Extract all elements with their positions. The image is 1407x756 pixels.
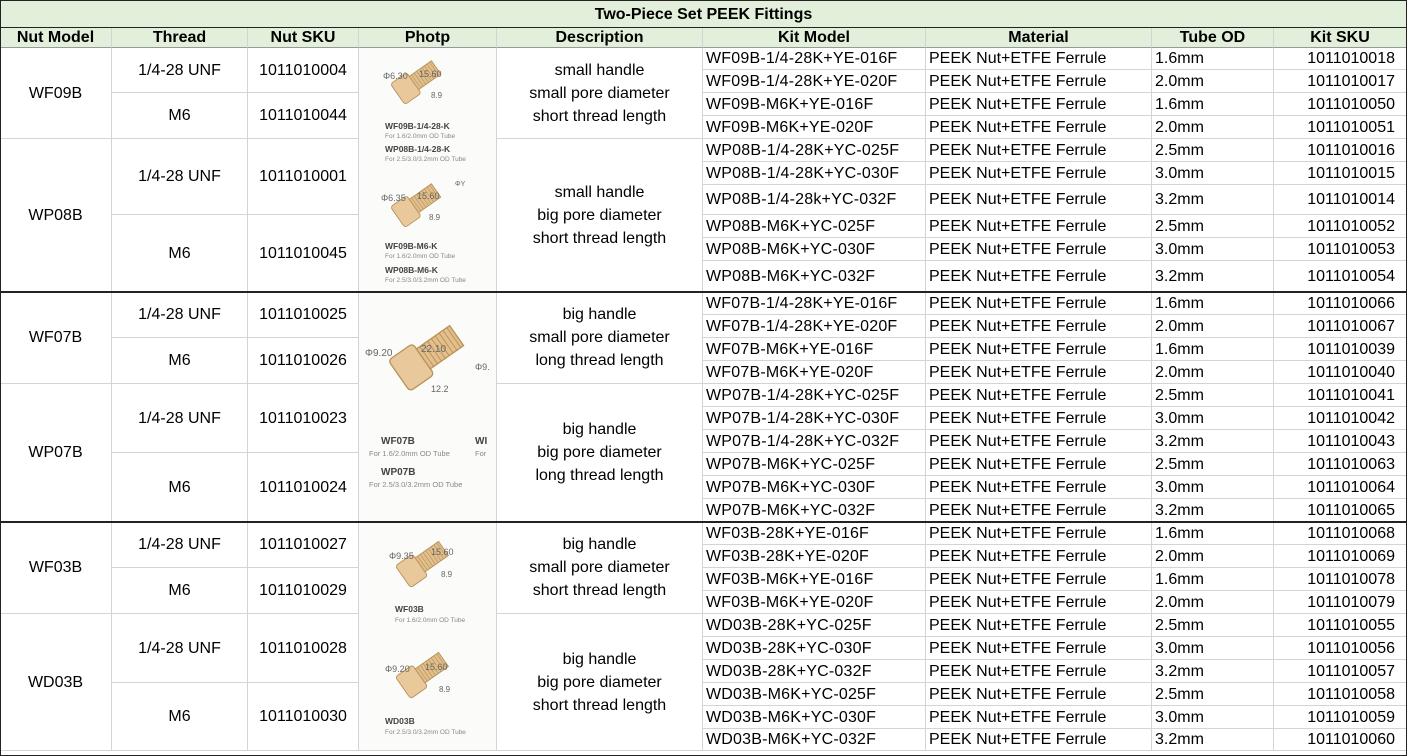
kit-sku-cell[interactable]: 1011010069 — [1274, 545, 1407, 568]
photo-caption: WP07B — [381, 467, 416, 478]
photo-caption: For 1.6/2.0mm OD Tube — [385, 133, 456, 140]
dimension-label: Φ9.20 — [385, 664, 410, 674]
photo-cell — [359, 522, 497, 751]
kit-sku-cell[interactable]: 1011010018 — [1274, 48, 1407, 70]
photo-caption: WF07B — [381, 436, 415, 447]
photo-caption: WF09B-1/4-28-K — [385, 121, 450, 131]
material-cell[interactable]: PEEK Nut+ETFE Ferrule — [926, 261, 1152, 292]
kit-sku-cell[interactable]: 1011010016 — [1274, 139, 1407, 162]
kit-model-cell[interactable]: WP07B-M6K+YC-032F — [703, 499, 926, 522]
photo-caption: WP08B-M6-K — [385, 265, 438, 275]
kit-sku-cell[interactable]: 1011010057 — [1274, 660, 1407, 683]
kit-model-cell[interactable]: WP07B-M6K+YC-030F — [703, 476, 926, 499]
material-cell[interactable]: PEEK Nut+ETFE Ferrule — [926, 238, 1152, 261]
kit-model-cell[interactable]: WF09B-M6K+YE-020F — [703, 116, 926, 139]
material-cell[interactable]: PEEK Nut+ETFE Ferrule — [926, 522, 1152, 545]
tube-od-cell[interactable]: 3.0mm — [1152, 162, 1274, 185]
description-cell[interactable]: big handle small pore diameter short thread length — [497, 522, 703, 614]
column-header: Thread — [112, 28, 248, 48]
description-cell[interactable]: big handle big pore diameter short thread length — [497, 614, 703, 751]
material-cell[interactable]: PEEK Nut+ETFE Ferrule — [926, 499, 1152, 522]
column-header: Kit SKU — [1274, 28, 1407, 48]
dimension-label: 15.60 — [425, 662, 448, 672]
description-cell[interactable]: small handle small pore diameter short thread length — [497, 48, 703, 139]
tube-od-cell[interactable]: 3.0mm — [1152, 637, 1274, 660]
dimension-label: Φ9. — [475, 362, 490, 372]
tube-od-cell[interactable]: 2.0mm — [1152, 545, 1274, 568]
material-cell[interactable]: PEEK Nut+ETFE Ferrule — [926, 185, 1152, 215]
column-header: Kit Model — [703, 28, 926, 48]
tube-od-cell[interactable]: 3.2mm — [1152, 660, 1274, 683]
dimension-label: 12.2 — [431, 384, 449, 394]
tube-od-cell[interactable]: 3.2mm — [1152, 729, 1274, 751]
group-separator — [0, 291, 1407, 293]
photo-caption: WD03B — [385, 716, 415, 726]
tube-od-cell[interactable]: 3.0mm — [1152, 476, 1274, 499]
kit-model-cell[interactable]: WD03B-28K+YC-030F — [703, 637, 926, 660]
tube-od-cell[interactable]: 3.0mm — [1152, 238, 1274, 261]
tube-od-cell[interactable]: 2.0mm — [1152, 591, 1274, 614]
photo-caption: For 1.6/2.0mm OD Tube — [369, 449, 450, 458]
thread-cell[interactable]: M6 — [112, 93, 248, 139]
kit-model-cell[interactable]: WP08B-M6K+YC-032F — [703, 261, 926, 292]
material-cell[interactable]: PEEK Nut+ETFE Ferrule — [926, 614, 1152, 637]
kit-sku-cell[interactable]: 1011010055 — [1274, 614, 1407, 637]
tube-od-cell[interactable]: 3.2mm — [1152, 430, 1274, 453]
tube-od-cell[interactable]: 2.5mm — [1152, 139, 1274, 162]
kit-sku-cell[interactable]: 1011010041 — [1274, 384, 1407, 407]
dimension-label: Φ9.35 — [389, 551, 414, 561]
thread-cell[interactable]: 1/4-28 UNF — [112, 384, 248, 453]
group-separator — [0, 521, 1407, 523]
photo-caption: WF09B-M6-K — [385, 241, 438, 251]
kit-model-cell[interactable]: WD03B-M6K+YC-032F — [703, 729, 926, 751]
fitting-wf07b-image — [388, 320, 467, 391]
kit-model-cell[interactable]: WD03B-M6K+YC-030F — [703, 706, 926, 729]
kit-sku-cell[interactable]: 1011010014 — [1274, 185, 1407, 215]
thread-cell[interactable]: 1/4-28 UNF — [112, 48, 248, 93]
nut-model-cell[interactable]: WF07B — [0, 292, 112, 384]
tube-od-cell[interactable]: 3.2mm — [1152, 499, 1274, 522]
photo-caption: WI — [475, 436, 488, 447]
nut-sku-cell[interactable]: 1011010026 — [248, 338, 359, 384]
kit-model-cell[interactable]: WF09B-1/4-28K+YE-016F — [703, 48, 926, 70]
kit-model-cell[interactable]: WP07B-1/4-28K+YC-030F — [703, 407, 926, 430]
material-cell[interactable]: PEEK Nut+ETFE Ferrule — [926, 338, 1152, 361]
photo-cell — [359, 292, 497, 522]
tube-od-cell[interactable]: 3.0mm — [1152, 407, 1274, 430]
material-cell[interactable]: PEEK Nut+ETFE Ferrule — [926, 591, 1152, 614]
nut-sku-cell[interactable]: 1011010004 — [248, 48, 359, 93]
material-cell[interactable]: PEEK Nut+ETFE Ferrule — [926, 706, 1152, 729]
kit-sku-cell[interactable]: 1011010079 — [1274, 591, 1407, 614]
material-cell[interactable]: PEEK Nut+ETFE Ferrule — [926, 407, 1152, 430]
kit-model-cell[interactable]: WF09B-1/4-28K+YE-020F — [703, 70, 926, 93]
thread-cell[interactable]: M6 — [112, 568, 248, 614]
material-cell[interactable]: PEEK Nut+ETFE Ferrule — [926, 48, 1152, 70]
tube-od-cell[interactable]: 2.5mm — [1152, 384, 1274, 407]
material-cell[interactable]: PEEK Nut+ETFE Ferrule — [926, 361, 1152, 384]
photo-cell — [359, 48, 497, 292]
description-cell[interactable]: small handle big pore diameter short thread length — [497, 139, 703, 292]
thread-cell[interactable]: M6 — [112, 683, 248, 751]
kit-model-cell[interactable]: WD03B-28K+YC-032F — [703, 660, 926, 683]
material-cell[interactable]: PEEK Nut+ETFE Ferrule — [926, 139, 1152, 162]
thread-cell[interactable]: M6 — [112, 215, 248, 292]
dimension-label: 8.9 — [439, 685, 451, 694]
fitting-photo — [359, 292, 497, 522]
kit-sku-cell[interactable]: 1011010078 — [1274, 568, 1407, 591]
tube-od-cell[interactable]: 3.0mm — [1152, 706, 1274, 729]
kit-model-cell[interactable]: WP07B-M6K+YC-025F — [703, 453, 926, 476]
tube-od-cell[interactable]: 2.5mm — [1152, 453, 1274, 476]
thread-cell[interactable]: 1/4-28 UNF — [112, 614, 248, 683]
tube-od-cell[interactable]: 2.5mm — [1152, 614, 1274, 637]
tube-od-cell[interactable]: 2.5mm — [1152, 215, 1274, 238]
material-cell[interactable]: PEEK Nut+ETFE Ferrule — [926, 292, 1152, 315]
nut-sku-cell[interactable]: 1011010044 — [248, 93, 359, 139]
kit-model-cell[interactable]: WP08B-1/4-28K+YC-030F — [703, 162, 926, 185]
photo-caption: For 1.6/2.0mm OD Tube — [385, 253, 456, 260]
material-cell[interactable]: PEEK Nut+ETFE Ferrule — [926, 453, 1152, 476]
kit-model-cell[interactable]: WD03B-28K+YC-025F — [703, 614, 926, 637]
dimension-label: 8.9 — [441, 570, 453, 579]
kit-sku-cell[interactable]: 1011010051 — [1274, 116, 1407, 139]
material-cell[interactable]: PEEK Nut+ETFE Ferrule — [926, 162, 1152, 185]
material-cell[interactable]: PEEK Nut+ETFE Ferrule — [926, 215, 1152, 238]
material-cell[interactable]: PEEK Nut+ETFE Ferrule — [926, 729, 1152, 751]
column-header: Tube OD — [1152, 28, 1274, 48]
kit-sku-cell[interactable]: 1011010060 — [1274, 729, 1407, 751]
photo-caption: WF03B — [395, 604, 424, 614]
nut-model-cell[interactable]: WF03B — [0, 522, 112, 614]
kit-sku-cell[interactable]: 1011010039 — [1274, 338, 1407, 361]
kit-model-cell[interactable]: WP08B-M6K+YC-025F — [703, 215, 926, 238]
photo-caption: For 2.5/3.0/3.2mm OD Tube — [385, 156, 466, 163]
fitting-photo — [359, 522, 497, 751]
column-header: Nut Model — [0, 28, 112, 48]
material-cell[interactable]: PEEK Nut+ETFE Ferrule — [926, 70, 1152, 93]
kit-sku-cell[interactable]: 1011010052 — [1274, 215, 1407, 238]
kit-sku-cell[interactable]: 1011010042 — [1274, 407, 1407, 430]
kit-model-cell[interactable]: WP07B-1/4-28K+YC-025F — [703, 384, 926, 407]
material-cell[interactable]: PEEK Nut+ETFE Ferrule — [926, 545, 1152, 568]
tube-od-cell[interactable]: 2.5mm — [1152, 683, 1274, 706]
kit-model-cell[interactable]: WF07B-1/4-28K+YE-020F — [703, 315, 926, 338]
nut-model-cell[interactable]: WD03B — [0, 614, 112, 751]
material-cell[interactable]: PEEK Nut+ETFE Ferrule — [926, 637, 1152, 660]
kit-sku-cell[interactable]: 1011010017 — [1274, 70, 1407, 93]
dimension-label: 15.60 — [417, 191, 440, 201]
kit-model-cell[interactable]: WD03B-M6K+YC-025F — [703, 683, 926, 706]
nut-sku-cell[interactable]: 1011010028 — [248, 614, 359, 683]
nut-sku-cell[interactable]: 1011010024 — [248, 453, 359, 522]
kit-model-cell[interactable]: WP08B-1/4-28K+YC-025F — [703, 139, 926, 162]
photo-caption: For 2.5/3.0/3.2mm OD Tube — [385, 277, 466, 284]
tube-od-cell[interactable]: 1.6mm — [1152, 522, 1274, 545]
nut-sku-cell[interactable]: 1011010030 — [248, 683, 359, 751]
dimension-label: 8.9 — [431, 91, 443, 100]
fitting-photo — [359, 48, 497, 292]
table-title: Two-Piece Set PEEK Fittings — [0, 0, 1407, 28]
photo-caption: For 2.5/3.0/3.2mm OD Tube — [369, 480, 463, 489]
dimension-label: Φ6.35 — [381, 193, 406, 203]
dimension-label: 15.60 — [431, 547, 454, 557]
tube-od-cell[interactable]: 1.6mm — [1152, 93, 1274, 116]
kit-sku-cell[interactable]: 1011010040 — [1274, 361, 1407, 384]
material-cell[interactable]: PEEK Nut+ETFE Ferrule — [926, 430, 1152, 453]
material-cell[interactable]: PEEK Nut+ETFE Ferrule — [926, 116, 1152, 139]
kit-model-cell[interactable]: WP07B-1/4-28K+YC-032F — [703, 430, 926, 453]
material-cell[interactable]: PEEK Nut+ETFE Ferrule — [926, 683, 1152, 706]
material-cell[interactable]: PEEK Nut+ETFE Ferrule — [926, 660, 1152, 683]
kit-sku-cell[interactable]: 1011010067 — [1274, 315, 1407, 338]
fitting-wf03b-image — [395, 538, 451, 588]
kit-model-cell[interactable]: WF09B-M6K+YE-016F — [703, 93, 926, 116]
kit-sku-cell[interactable]: 1011010068 — [1274, 522, 1407, 545]
kit-sku-cell[interactable]: 1011010053 — [1274, 238, 1407, 261]
kit-sku-cell[interactable]: 1011010058 — [1274, 683, 1407, 706]
tube-od-cell[interactable]: 1.6mm — [1152, 568, 1274, 591]
nut-sku-cell[interactable]: 1011010045 — [248, 215, 359, 292]
kit-model-cell[interactable]: WF03B-28K+YE-020F — [703, 545, 926, 568]
kit-sku-cell[interactable]: 1011010059 — [1274, 706, 1407, 729]
kit-sku-cell[interactable]: 1011010066 — [1274, 292, 1407, 315]
thread-cell[interactable]: 1/4-28 UNF — [112, 139, 248, 215]
tube-od-cell[interactable]: 2.0mm — [1152, 70, 1274, 93]
photo-caption: For 1.6/2.0mm OD Tube — [395, 617, 466, 624]
column-header: Material — [926, 28, 1152, 48]
thread-cell[interactable]: M6 — [112, 338, 248, 384]
dimension-label: 22.10 — [421, 344, 447, 355]
material-cell[interactable]: PEEK Nut+ETFE Ferrule — [926, 476, 1152, 499]
thread-cell[interactable]: M6 — [112, 453, 248, 522]
description-cell[interactable]: big handle big pore diameter long thread length — [497, 384, 703, 522]
kit-sku-cell[interactable]: 1011010064 — [1274, 476, 1407, 499]
material-cell[interactable]: PEEK Nut+ETFE Ferrule — [926, 568, 1152, 591]
material-cell[interactable]: PEEK Nut+ETFE Ferrule — [926, 315, 1152, 338]
tube-od-cell[interactable]: 2.0mm — [1152, 315, 1274, 338]
tube-od-cell[interactable]: 2.0mm — [1152, 116, 1274, 139]
dimension-label: Φ6.30 — [383, 71, 408, 81]
kit-model-cell[interactable]: WF07B-M6K+YE-016F — [703, 338, 926, 361]
nut-model-cell[interactable]: WP08B — [0, 139, 112, 292]
kit-sku-cell[interactable]: 1011010015 — [1274, 162, 1407, 185]
thread-cell[interactable]: 1/4-28 UNF — [112, 522, 248, 568]
kit-sku-cell[interactable]: 1011010063 — [1274, 453, 1407, 476]
nut-sku-cell[interactable]: 1011010025 — [248, 292, 359, 338]
photo-caption: For 2.5/3.0/3.2mm OD Tube — [385, 729, 466, 736]
description-cell[interactable]: big handle small pore diameter long thread length — [497, 292, 703, 384]
column-header: Description — [497, 28, 703, 48]
kit-sku-cell[interactable]: 1011010050 — [1274, 93, 1407, 116]
kit-model-cell[interactable]: WF03B-M6K+YE-020F — [703, 591, 926, 614]
nut-sku-cell[interactable]: 1011010029 — [248, 568, 359, 614]
column-header: Photp — [359, 28, 497, 48]
tube-od-cell[interactable]: 3.2mm — [1152, 185, 1274, 215]
nut-model-cell[interactable]: WF09B — [0, 48, 112, 139]
nut-sku-cell[interactable]: 1011010001 — [248, 139, 359, 215]
kit-model-cell[interactable]: WF03B-28K+YE-016F — [703, 522, 926, 545]
material-cell[interactable]: PEEK Nut+ETFE Ferrule — [926, 384, 1152, 407]
kit-sku-cell[interactable]: 1011010043 — [1274, 430, 1407, 453]
kit-model-cell[interactable]: WP08B-1/4-28k+YC-032F — [703, 185, 926, 215]
kit-model-cell[interactable]: WF03B-M6K+YE-016F — [703, 568, 926, 591]
dimension-label: 15.60 — [419, 69, 442, 79]
tube-od-cell[interactable]: 3.2mm — [1152, 261, 1274, 292]
photo-caption: For — [475, 449, 487, 458]
dimension-label: Φ9.20 — [365, 348, 393, 359]
kit-model-cell[interactable]: WF07B-1/4-28K+YE-016F — [703, 292, 926, 315]
photo-caption: WP08B-1/4-28-K — [385, 144, 451, 154]
dimension-label: 8.9 — [429, 213, 441, 222]
nut-sku-cell[interactable]: 1011010027 — [248, 522, 359, 568]
tube-od-cell[interactable]: 1.6mm — [1152, 292, 1274, 315]
kit-sku-cell[interactable]: 1011010056 — [1274, 637, 1407, 660]
nut-sku-cell[interactable]: 1011010023 — [248, 384, 359, 453]
nut-model-cell[interactable]: WP07B — [0, 384, 112, 522]
tube-od-cell[interactable]: 1.6mm — [1152, 338, 1274, 361]
thread-cell[interactable]: 1/4-28 UNF — [112, 292, 248, 338]
material-cell[interactable]: PEEK Nut+ETFE Ferrule — [926, 93, 1152, 116]
dimension-label: ΦY — [455, 181, 466, 188]
tube-od-cell[interactable]: 2.0mm — [1152, 361, 1274, 384]
kit-model-cell[interactable]: WF07B-M6K+YE-020F — [703, 361, 926, 384]
tube-od-cell[interactable]: 1.6mm — [1152, 48, 1274, 70]
kit-sku-cell[interactable]: 1011010054 — [1274, 261, 1407, 292]
kit-model-cell[interactable]: WP08B-M6K+YC-030F — [703, 238, 926, 261]
column-header: Nut SKU — [248, 28, 359, 48]
kit-sku-cell[interactable]: 1011010065 — [1274, 499, 1407, 522]
